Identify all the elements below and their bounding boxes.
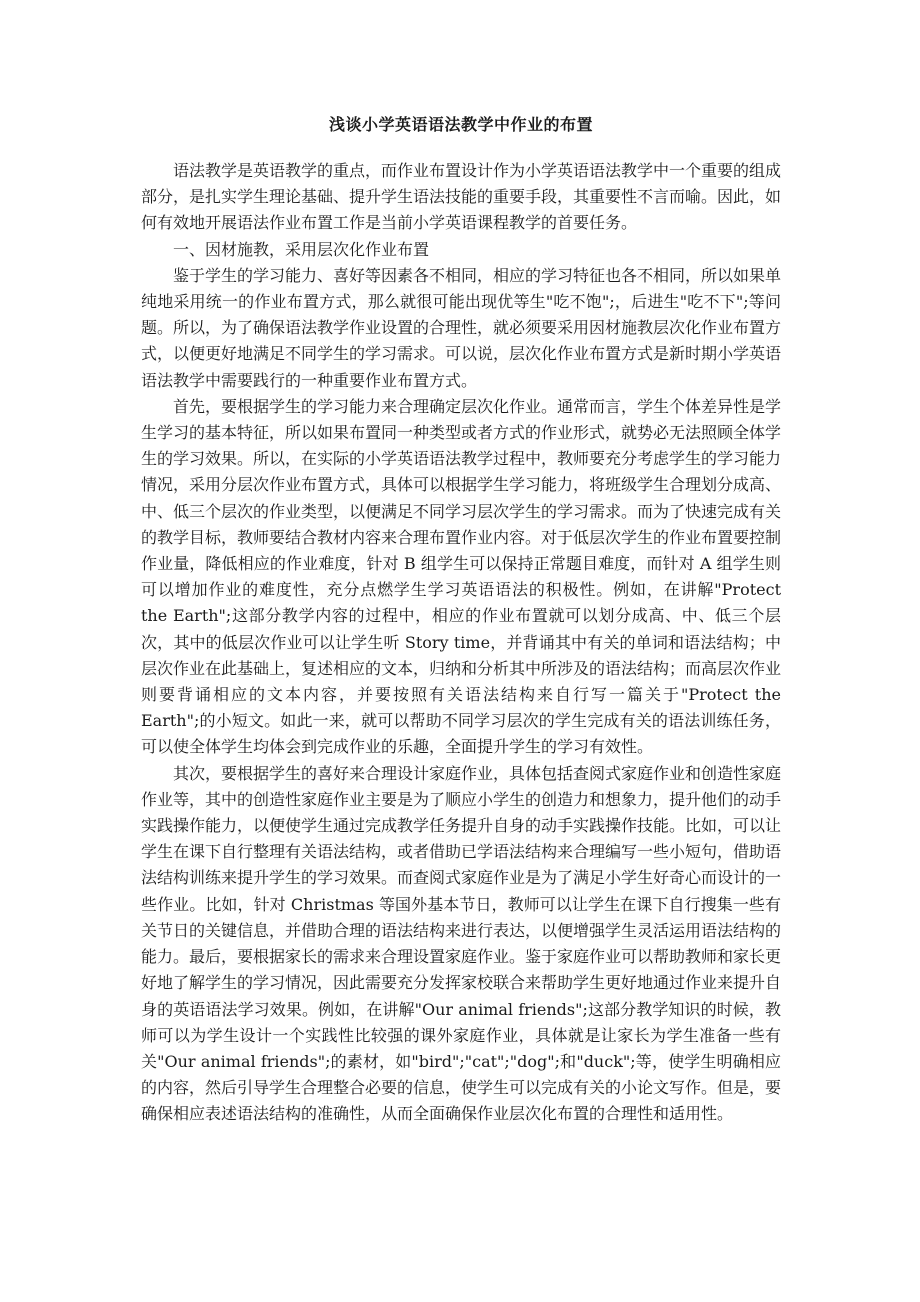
section-paragraph-3: 其次，要根据学生的喜好来合理设计家庭作业，具体包括查阅式家庭作业和创造性家庭作业等，其中的创造性家庭作业主要是为了顺应小学生的创造力和想象力，提升他们的动手实践操作能力，以便使学生通过完成教学任务提升自身的动手实践操作技能。比如，可以让学生在课下自行整理有关语法结构，或者借助已学语法结构来合理编写一些小短句，借助语法结构训练来提升学生的学习效果。而查阅式家庭作业是为了满足小学生好奇心而设计的一些作业。比如，针对 Christmas 等国外基本节日，教师可以让学生在课下自行搜集一些有关节日的关键信息，并借助合理的语法结构来进行表达，以便增强学生灵活运用语法结构的能力。最后，要根据家长的需求来合理设置家庭作业。鉴于家庭作业可以帮助教师和家长更好地了解学生的学习情况，因此需要充分发挥家校联合来帮助学生更好地通过作业来提升自身的英语语法学习效果。例如，在讲解"Our animal friends";这部分教学知识的时候，教师可以为学生设计一个实践性比较强的课外家庭作业，具体就是让家长为学生准备一些有关"Our animal friends";的素材，如"bird";"cat";"dog";和"duck";等，使学生明确相应的内容，然后引导学生合理整合必要的信息，使学生可以完成有关的小论文写作。但是，要确保相应表述语法结构的准确性，从而全面确保作业层次化布置的合理性和适用性。 (141, 763, 782, 1124)
section-paragraph-2: 首先，要根据学生的学习能力来合理确定层次化作业。通常而言，学生个体差异性是学生学习的基本特征，所以如果布置同一种类型或者方式的作业形式，就势必无法照顾全体学生的学习效果。所以，在实际的小学英语语法教学过程中，教师要充分考虑学生的学习能力情况，采用分层次作业布置方式，具体可以根据学生学习能力，将班级学生合理划分成高、中、低三个层次的作业类型，以便满足不同学习层次学生的学习需求。而为了快速完成有关的教学目标，教师要结合教材内容来合理布置作业内容。对于低层次学生的作业布置要控制作业量，降低相应的作业难度，针对 B 组学生可以保持正常题目难度，而针对 A 组学生则可以增加作业的难度性，充分点燃学生学习英语语法的积极性。例如，在讲解"Protect the Earth";这部分教学内容的过程中，相应的作业布置就可以划分成高、中、低三个层次，其中的低层次作业可以让学生听 Story time，并背诵其中有关的单词和语法结构；中层次作业在此基础上，复述相应的文本，归纳和分析其中所涉及的语法结构；而高层次作业则要背诵相应的文本内容，并要按照有关语法结构来自行写一篇关于"Protect the Earth";的小短文。如此一来，就可以帮助不同学习层次的学生完成有关的语法训练任务，可以使全体学生均体会到完成作业的乐趣，全面提升学生的学习有效性。 (141, 396, 782, 757)
section-heading: 一、因材施教，采用层次化作业布置 (173, 239, 430, 259)
intro-paragraph: 语法教学是英语教学的重点，而作业布置设计作为小学英语语法教学中一个重要的组成部分，是扎实学生理论基础、提升学生语法技能的重要手段，其重要性不言而喻。因此，如何有效地开展语法作业布置工作是当前小学英语课程教学的首要任务。 (141, 161, 782, 233)
section-paragraph-1: 鉴于学生的学习能力、喜好等因素各不相同，相应的学习特征也各不相同，所以如果单纯地采用统一的作业布置方式，那么就很可能出现优等生"吃不饱";，后进生"吃不下";等问题。所以，为了确保语法教学作业设置的合理性，就必须要采用因材施教层次化作业布置方式，以便更好地满足不同学生的学习需求。可以说，层次化作业布置方式是新时期小学英语语法教学中需要践行的一种重要作业布置方式。 (141, 265, 782, 390)
document-page (141, 112, 781, 1128)
document-title: 浅谈小学英语语法教学中作业的布置 (328, 115, 593, 134)
